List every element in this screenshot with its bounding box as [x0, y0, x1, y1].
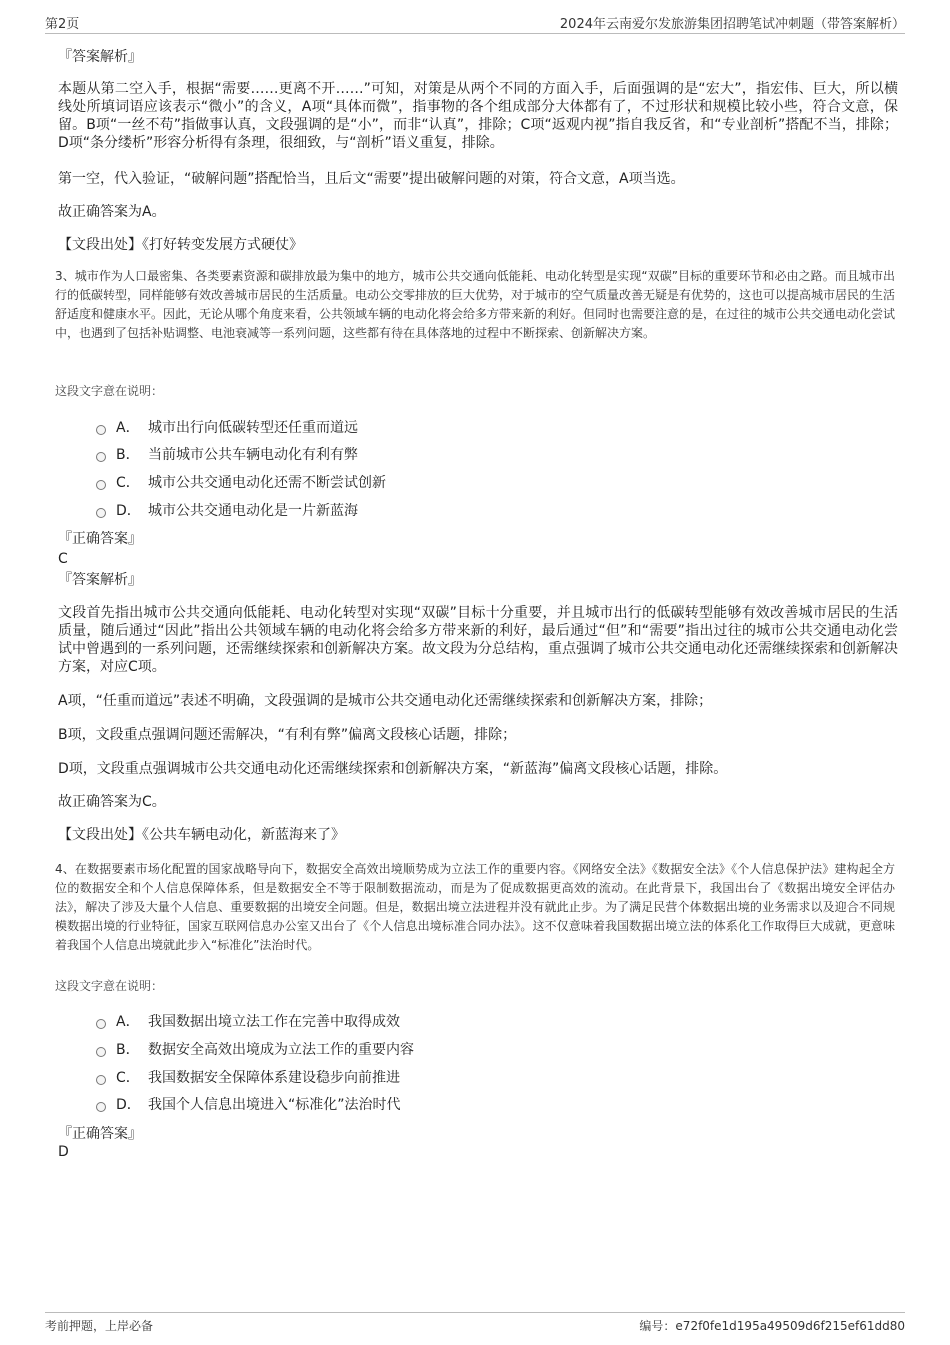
option-d[interactable] [96, 1094, 401, 1114]
question-4-prompt: 这段文字意在说明： [55, 979, 164, 993]
option-a[interactable] [96, 1011, 400, 1031]
document-title: 2024年云南爱尔发旅游集团招聘笔试冲刺题（带答案解析） [559, 17, 905, 32]
document-id: 编号：e72f0fe1d195a49509d6f215ef61dd80 [639, 1318, 905, 1333]
option-a[interactable] [96, 417, 358, 437]
option-letter: C． [116, 1070, 140, 1086]
page-footer [45, 1312, 905, 1337]
analysis-paragraph: 文段首先指出城市公共交通向低能耗、电动化转型对实现“双碳”目标十分重要，并且城市出行的低碳转型能够有效改善城市居民的生活质量，随后通过“因此”指出公共领域车辆的电动化将会给多方带来新的利好，最后通过“但”和“需要”指出过往的城市公共交通电动化尝试中曾遇到的一系列问题，还需继续探索和创新解决方案。故文段为分总结构，重点强调了城市公共交通电动化还需继续探索和创新解决方案，对应C项。 [58, 605, 898, 675]
option-text: 城市出行向低碳转型还任重而道远 [148, 420, 358, 436]
analysis-paragraph: 本题从第二空入手，根据“需要……更离不开……”可知，对策是从两个不同的方面入手，后面强调的是“宏大”，指宏伟、巨大，所以横线处所填词语应该表示“微小”的含义，A项“具体而微”，指事物的各个组成部分大体都有了，不过形状和规模比较小些，符合文意，保留。B项“一丝不苟”指做事认真，文段强调的是“小”，而非“认真”，排除；C项“返观内视”指自我反省，和“专业剖析”搭配不当，排除；D项“条分缕析”形容分析得有条理，很细致，与“剖析”语义重复，排除。 [58, 81, 898, 151]
question-3-text: 3、城市作为人口最密集、各类要素资源和碳排放最为集中的地方，城市公共交通向低能耗、电动化转型是实现“双碳”目标的重要环节和必由之路。而且城市出行的低碳转型，同样能够有效改善城市居民的生活质量。电动公交零排放的巨大优势，对于城市的空气质量改善无疑是有优势的，这也可以提高城市居民的生活舒适度和健康水平。因此，无论从哪个角度来看，公共领域车辆的电动化将会给多方带来新的利好。但同时也需要注意的是，在过往的城市公共交通电动化尝试中，也遇到了包括补贴调整、电池衰减等一系列问题，这些都有待在具体落地的过程中不断探索、创新解决方案。 [55, 269, 896, 340]
option-text: 城市公共交通电动化是一片新蓝海 [148, 503, 358, 519]
analysis-label: 『答案解析』 [58, 49, 142, 65]
radio-icon[interactable] [96, 480, 106, 490]
question-3-prompt: 这段文字意在说明： [55, 384, 164, 398]
option-letter: A． [116, 1014, 140, 1030]
option-letter: B． [116, 447, 140, 463]
option-text: 城市公共交通电动化还需不断尝试创新 [148, 475, 386, 491]
radio-icon[interactable] [96, 1075, 106, 1085]
option-text: 我国个人信息出境进入“标准化”法治时代 [148, 1097, 401, 1113]
analysis-paragraph: 故正确答案为C。 [58, 794, 166, 810]
radio-icon[interactable] [96, 425, 106, 435]
option-text: 当前城市公共车辆电动化有利有弊 [148, 447, 358, 463]
radio-icon[interactable] [96, 508, 106, 518]
option-letter: A． [116, 420, 140, 436]
option-text: 我国数据出境立法工作在完善中取得成效 [148, 1014, 400, 1030]
analysis-paragraph: 第一空，代入验证，“破解问题”搭配恰当，且后文“需要”提出破解问题的对策，符合文意，A项当选。 [58, 171, 685, 187]
correct-answer: C [58, 551, 68, 567]
analysis-paragraph: D项，文段重点强调城市公共交通电动化还需继续探索和创新解决方案，“新蓝海”偏离文段核心话题，排除。 [58, 761, 728, 777]
analysis-paragraph: A项，“任重而道远”表述不明确，文段强调的是城市公共交通电动化还需继续探索和创新解决方案，排除； [58, 693, 713, 709]
answer-label: 『正确答案』 [58, 531, 142, 547]
option-letter: D． [116, 1097, 141, 1113]
option-text: 数据安全高效出境成为立法工作的重要内容 [148, 1042, 414, 1058]
footer-slogan: 考前押题，上岸必备 [45, 1318, 154, 1333]
option-letter: B． [116, 1042, 140, 1058]
option-b[interactable] [96, 444, 358, 464]
option-c[interactable] [96, 1067, 400, 1087]
answer-label: 『正确答案』 [58, 1126, 142, 1142]
page-header [45, 13, 905, 34]
radio-icon[interactable] [96, 1102, 106, 1112]
page-number: 第2页 [45, 17, 80, 32]
radio-icon[interactable] [96, 1019, 106, 1029]
option-d[interactable] [96, 500, 358, 520]
analysis-label: 『答案解析』 [58, 572, 142, 588]
analysis-paragraph: B项，文段重点强调问题还需解决，“有利有弊”偏离文段核心话题，排除； [58, 727, 517, 743]
option-c[interactable] [96, 472, 386, 492]
analysis-paragraph: 故正确答案为A。 [58, 204, 166, 220]
radio-icon[interactable] [96, 1047, 106, 1057]
question-4-text: 4、在数据要素市场化配置的国家战略导向下，数据安全高效出境顺势成为立法工作的重要内容。《网络安全法》《数据安全法》《个人信息保护法》建构起全方位的数据安全和个人信息保障体系，但是数据安全不等于限制数据流动，而是为了促成数据更高效的流动。在此背景下，我国出台了《数据出境安全评估办法》，解决了涉及大量个人信息、重要数据的出境安全问题。但是，数据出境立法进程并没有就此止步。为了满足民营个体数据出境的业务需求以及迎合不同规模数据出境的行业特征，国家互联网信息办公室又出台了《个人信息出境标准合同办法》。这不仅意味着我国数据出境立法的体系化工作取得巨大成就，更意味着我国个人信息出境就此步入“标准化”法治时代。 [55, 862, 895, 952]
source-citation: 【文段出处】《打好转变发展方式硬仗》 [58, 237, 303, 253]
option-letter: C． [116, 475, 140, 491]
option-text: 我国数据安全保障体系建设稳步向前推进 [148, 1070, 400, 1086]
option-letter: D． [116, 503, 141, 519]
correct-answer: D [58, 1144, 69, 1160]
radio-icon[interactable] [96, 452, 106, 462]
option-b[interactable] [96, 1039, 414, 1059]
source-citation: 【文段出处】《公共车辆电动化，新蓝海来了》 [58, 827, 345, 843]
